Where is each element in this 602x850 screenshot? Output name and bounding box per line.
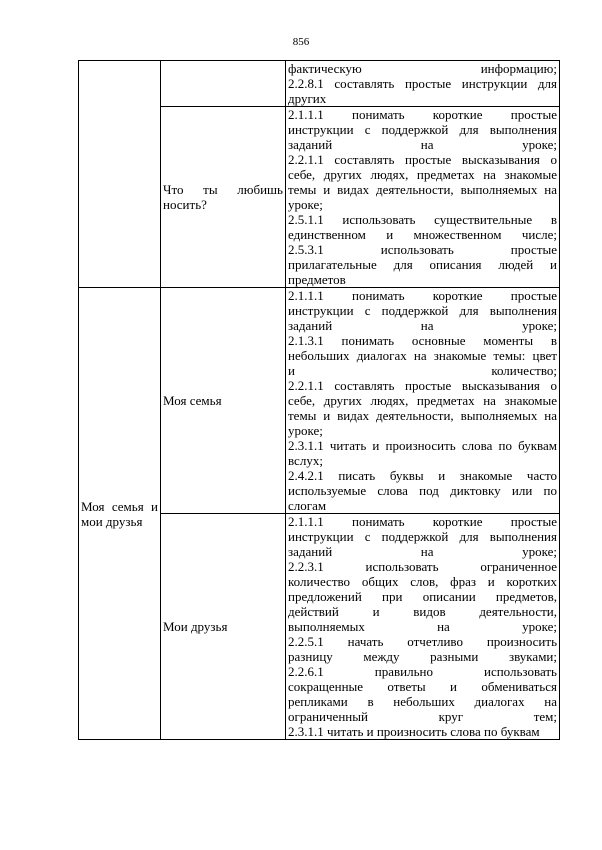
objectives-cell (286, 107, 560, 288)
objective-line: 2.4.2.1 писать буквы и знакомые часто (288, 468, 557, 483)
objective-line: разницу между разными звуками; (288, 649, 557, 664)
objective-line: 2.2.8.1 составлять простые инструкции для (288, 76, 557, 91)
curriculum-table (78, 60, 560, 740)
objective-line: действий и видов деятельности, (288, 604, 557, 619)
topic-cell (161, 61, 286, 107)
objective-line: 2.3.1.1 читать и произносить слова по буквам (288, 724, 540, 739)
objective-line: темы и видах деятельности, выполняемых на (288, 408, 557, 423)
topic-label: Что ты любишь (163, 182, 283, 197)
objective-line: единственном и множественном числе; (288, 227, 557, 242)
objective-line: уроке; (288, 197, 323, 212)
objective-line: прилагательные для описания людей и (288, 257, 557, 272)
objective-line: уроке; (288, 423, 323, 438)
section-label: мои друзья (81, 513, 143, 529)
objective-line: себе, других людях, предметах на знакомые (288, 393, 557, 408)
objectives-cell (286, 514, 560, 740)
page-number: 856 (292, 36, 310, 48)
table-row (79, 61, 560, 107)
objective-line: ограниченный круг тем; (288, 709, 557, 724)
objective-line: небольших диалогах на знакомые темы: цвет (288, 348, 557, 363)
objective-line: и количество; (288, 363, 557, 378)
topic-label: Моя семья (163, 393, 222, 408)
objective-line: 2.2.1.1 составлять простые высказывания о (288, 378, 557, 393)
objective-line: 2.1.3.1 понимать основные моменты в (288, 333, 557, 348)
objective-line: репликами в небольших диалогах на (288, 694, 557, 709)
objective-line: инструкции с поддержкой для выполнения (288, 122, 557, 137)
section-cell (79, 288, 161, 740)
objective-line: 2.2.5.1 начать отчетливо произносить (288, 634, 557, 649)
objective-line: себе, других людях, предметах на знакомые (288, 167, 557, 182)
objectives-cell (286, 61, 560, 107)
objective-line: инструкции с поддержкой для выполнения (288, 303, 557, 318)
objective-line: 2.1.1.1 понимать короткие простые (288, 514, 557, 529)
topic-cell (161, 288, 286, 514)
objective-line: заданий на уроке; (288, 137, 557, 152)
objective-line: 2.5.1.1 использовать существительные в (288, 212, 557, 227)
objectives-cell (286, 288, 560, 514)
section-label: Моя семья и (81, 498, 158, 514)
objective-line: предметов (288, 272, 346, 287)
objective-line: 2.1.1.1 понимать короткие простые (288, 288, 557, 303)
objective-line: сокращенные ответы и обмениваться (288, 679, 557, 694)
objective-line: 2.2.1.1 составлять простые высказывания о (288, 152, 557, 167)
topic-label: носить? (163, 197, 207, 212)
topic-cell (161, 514, 286, 740)
objective-line: вслух; (288, 453, 323, 468)
objective-line: 2.3.1.1 читать и произносить слова по буквам (288, 438, 557, 453)
objective-line: выполняемых на уроке; (288, 619, 557, 634)
objective-line: заданий на уроке; (288, 544, 557, 559)
section-cell (79, 61, 161, 288)
objective-line: фактическую информацию; (288, 61, 557, 76)
objective-line: предложений при описании предметов, (288, 589, 557, 604)
objective-line: 2.5.3.1 использовать простые (288, 242, 557, 257)
topic-label: Мои друзья (163, 619, 228, 634)
objective-line: слогам (288, 498, 327, 513)
objective-line: темы и видах деятельности, выполняемых на (288, 182, 557, 197)
objective-line: инструкции с поддержкой для выполнения (288, 529, 557, 544)
objective-line: 2.2.3.1 использовать ограниченное (288, 559, 557, 574)
topic-cell (161, 107, 286, 288)
objective-line: других (288, 91, 327, 106)
objective-line: 2.2.6.1 правильно использовать (288, 664, 557, 679)
objective-line: используемые слова под диктовку или по (288, 483, 557, 498)
objective-line: заданий на уроке; (288, 318, 557, 333)
objective-line: 2.1.1.1 понимать короткие простые (288, 107, 557, 122)
objective-line: количество общих слов, фраз и коротких (288, 574, 557, 589)
table-row (79, 288, 560, 514)
